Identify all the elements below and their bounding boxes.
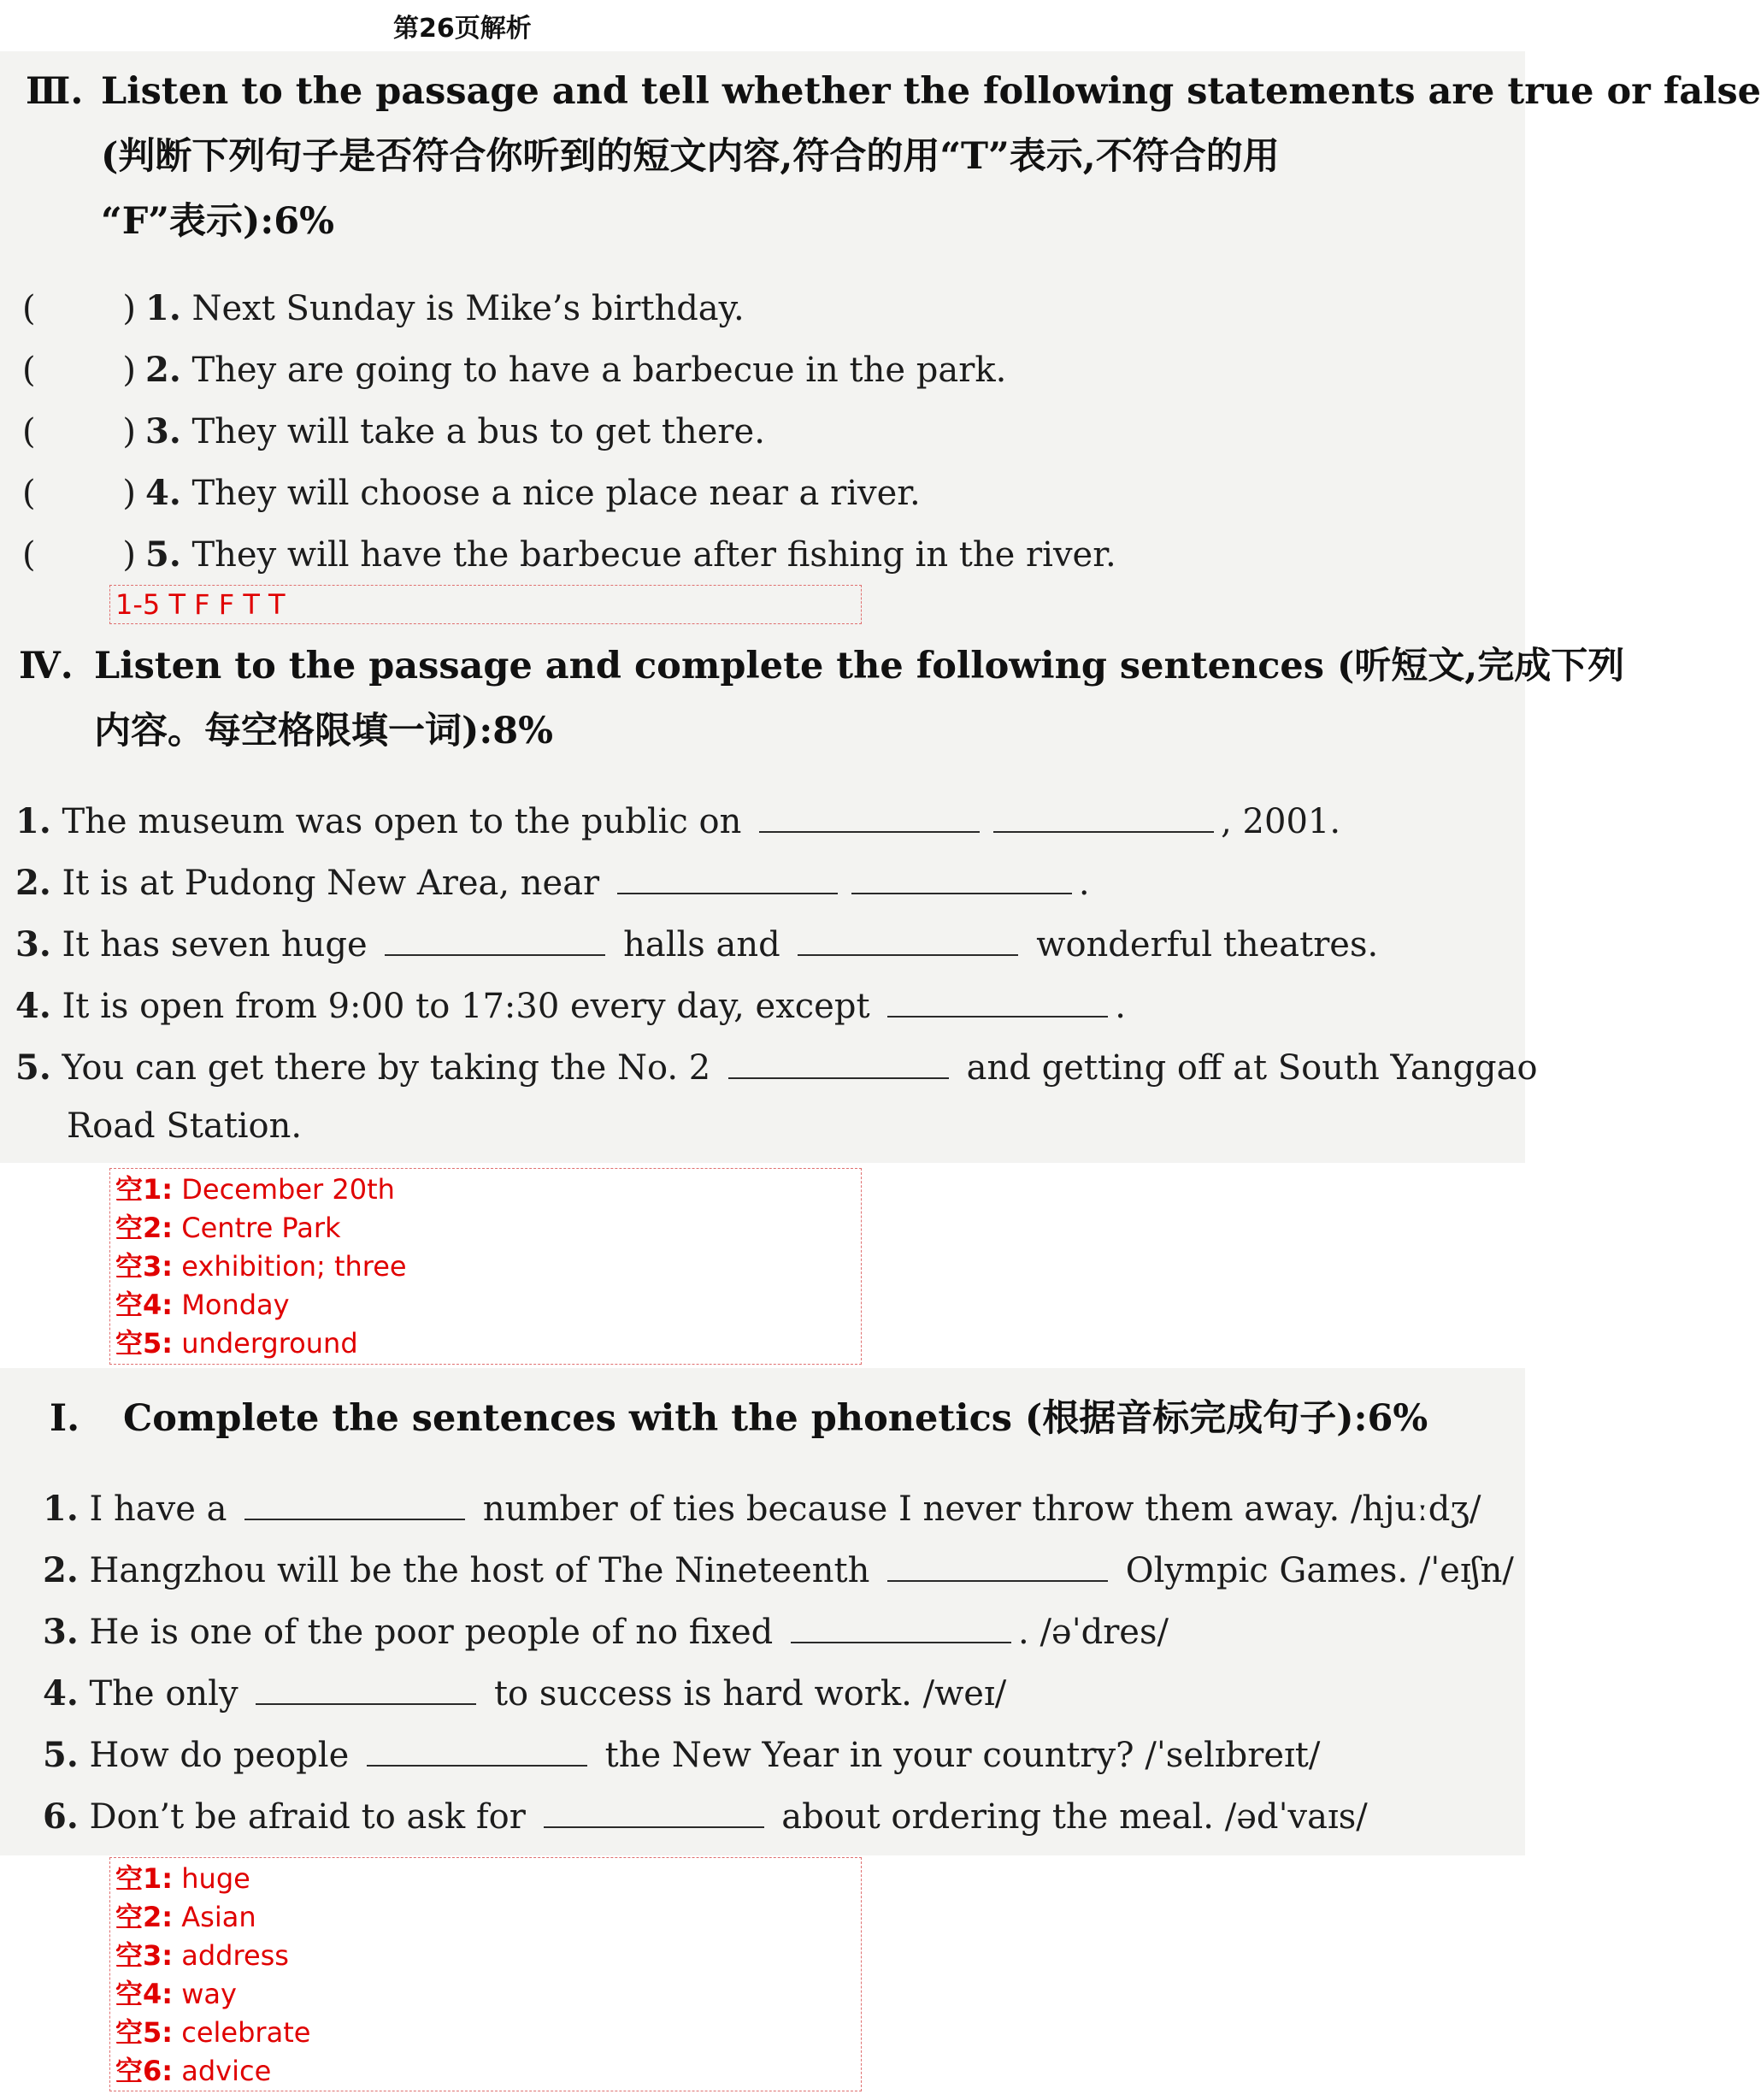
section-4-heading-line: Listen to the passage and complete the following sentences (听短文,完成下列 [94,645,1625,687]
answer-row: 空1: huge [115,1862,250,1895]
statement-item: 2. They are going to have a barbecue in the park. [145,350,1007,390]
blank-field[interactable] [367,1732,587,1767]
phonetics-item: 5. How do people the New Year in your country? /ˈselɪbreɪt/ [43,1732,1320,1777]
section-4-heading-line: 内容。每空格限填一词):8% [94,710,553,752]
blank-field[interactable] [851,860,1072,894]
section-1-heading-text: Complete the sentences with the phonetics (根据音标完成句子):6% [123,1397,1428,1440]
blank-field[interactable] [887,983,1108,1018]
sentence-item: 3. It has seven huge halls and wonderful theatres. [15,922,1378,966]
statement-item: 1. Next Sunday is Mike’s birthday. [145,288,745,328]
blank-field[interactable] [728,1045,949,1079]
answer-paren[interactable]: ( ) [22,351,136,390]
blank-field[interactable] [798,922,1018,956]
phonetics-item: 2. Hangzhou will be the host of The Nineteenth Olympic Games. /ˈeɪʃn/ [43,1548,1514,1592]
statement-item: 5. They will have the barbecue after fishing in the river. [145,534,1116,575]
blank-field[interactable] [759,799,980,833]
phonetic: /ˈeɪʃn/ [1418,1551,1514,1590]
answer-row: 空3: exhibition; three [115,1250,407,1283]
blank-field[interactable] [617,860,838,894]
blank-field[interactable] [791,1609,1011,1643]
phonetic: /weɪ/ [922,1674,1007,1714]
section-4-numeral: Ⅳ. [19,645,74,687]
phonetics-item: 6. Don’t be afraid to ask for about ordering the meal. /ədˈvaɪs/ [43,1794,1368,1838]
answer-row: 空4: Monday [115,1289,290,1321]
phonetic: /ədˈvaɪs/ [1224,1797,1368,1837]
page-title: 第26页解析 [393,14,532,44]
phonetics-item: 4. The only to success is hard work. /weɪ/ [43,1671,1006,1715]
answer-row: 空6: advice [115,2055,272,2087]
sentence-item: 4. It is open from 9:00 to 17:30 every day, except . [15,983,1126,1028]
answer-row: 空5: underground [115,1327,358,1360]
sentence-item: 2. It is at Pudong New Area, near . [15,860,1090,905]
section-3-heading-line: “F”表示):6% [101,200,334,243]
phonetics-item: 3. He is one of the poor people of no fixed . /əˈdres/ [43,1609,1169,1654]
section-4-answer-box [109,1168,862,1365]
statement-item: 3. They will take a bus to get there. [145,411,765,451]
sentence-item: 5. You can get there by taking the No. 2 and getting off at South Yanggao [15,1045,1538,1089]
blank-field[interactable] [244,1486,465,1520]
statement-item: 4. They will choose a nice place near a river. [145,473,921,513]
blank-field[interactable] [887,1548,1108,1582]
answer-paren[interactable]: ( ) [22,535,136,575]
section-3-answer: 1-5 T F F T T [115,588,286,621]
phonetic: /ˈselɪbreɪt/ [1145,1736,1321,1775]
answer-paren[interactable]: ( ) [22,289,136,328]
blank-field[interactable] [993,799,1214,833]
answer-paren[interactable]: ( ) [22,412,136,451]
section-4-heading [19,634,1625,771]
answer-paren[interactable]: ( ) [22,474,136,513]
answer-row: 空3: address [115,1939,289,1972]
blank-field[interactable] [385,922,605,956]
sentence-item-continued: Road Station. [67,1106,303,1146]
section-3-heading-line: (判断下列句子是否符合你听到的短文内容,符合的用“T”表示,不符合的用 [101,135,1280,178]
answer-row: 空5: celebrate [115,2016,311,2049]
phonetic: /əˈdres/ [1040,1613,1169,1652]
answer-row: 空1: December 20th [115,1173,395,1206]
section-3-heading [26,60,1761,257]
section-3-numeral: Ⅲ. [26,70,84,113]
sentence-item: 1. The museum was open to the public on , 2001. [15,799,1340,843]
phonetics-item: 1. I have a number of ties because I never throw them away. /hjuːdʒ/ [43,1486,1481,1531]
section-1-numeral: Ⅰ. [50,1397,80,1440]
section-3-answer-box [109,585,862,624]
phonetic: /hjuːdʒ/ [1350,1489,1481,1529]
blank-field[interactable] [544,1794,764,1828]
answer-row: 空2: Centre Park [115,1212,341,1244]
blank-field[interactable] [256,1671,476,1705]
section-1-heading [50,1387,1503,1455]
answer-row: 空4: way [115,1978,237,2010]
section-3-heading-line: Listen to the passage and tell whether the following statements are true or false [101,70,1761,113]
answer-row: 空2: Asian [115,1901,256,1933]
section-1-answer-box [109,1857,862,2091]
